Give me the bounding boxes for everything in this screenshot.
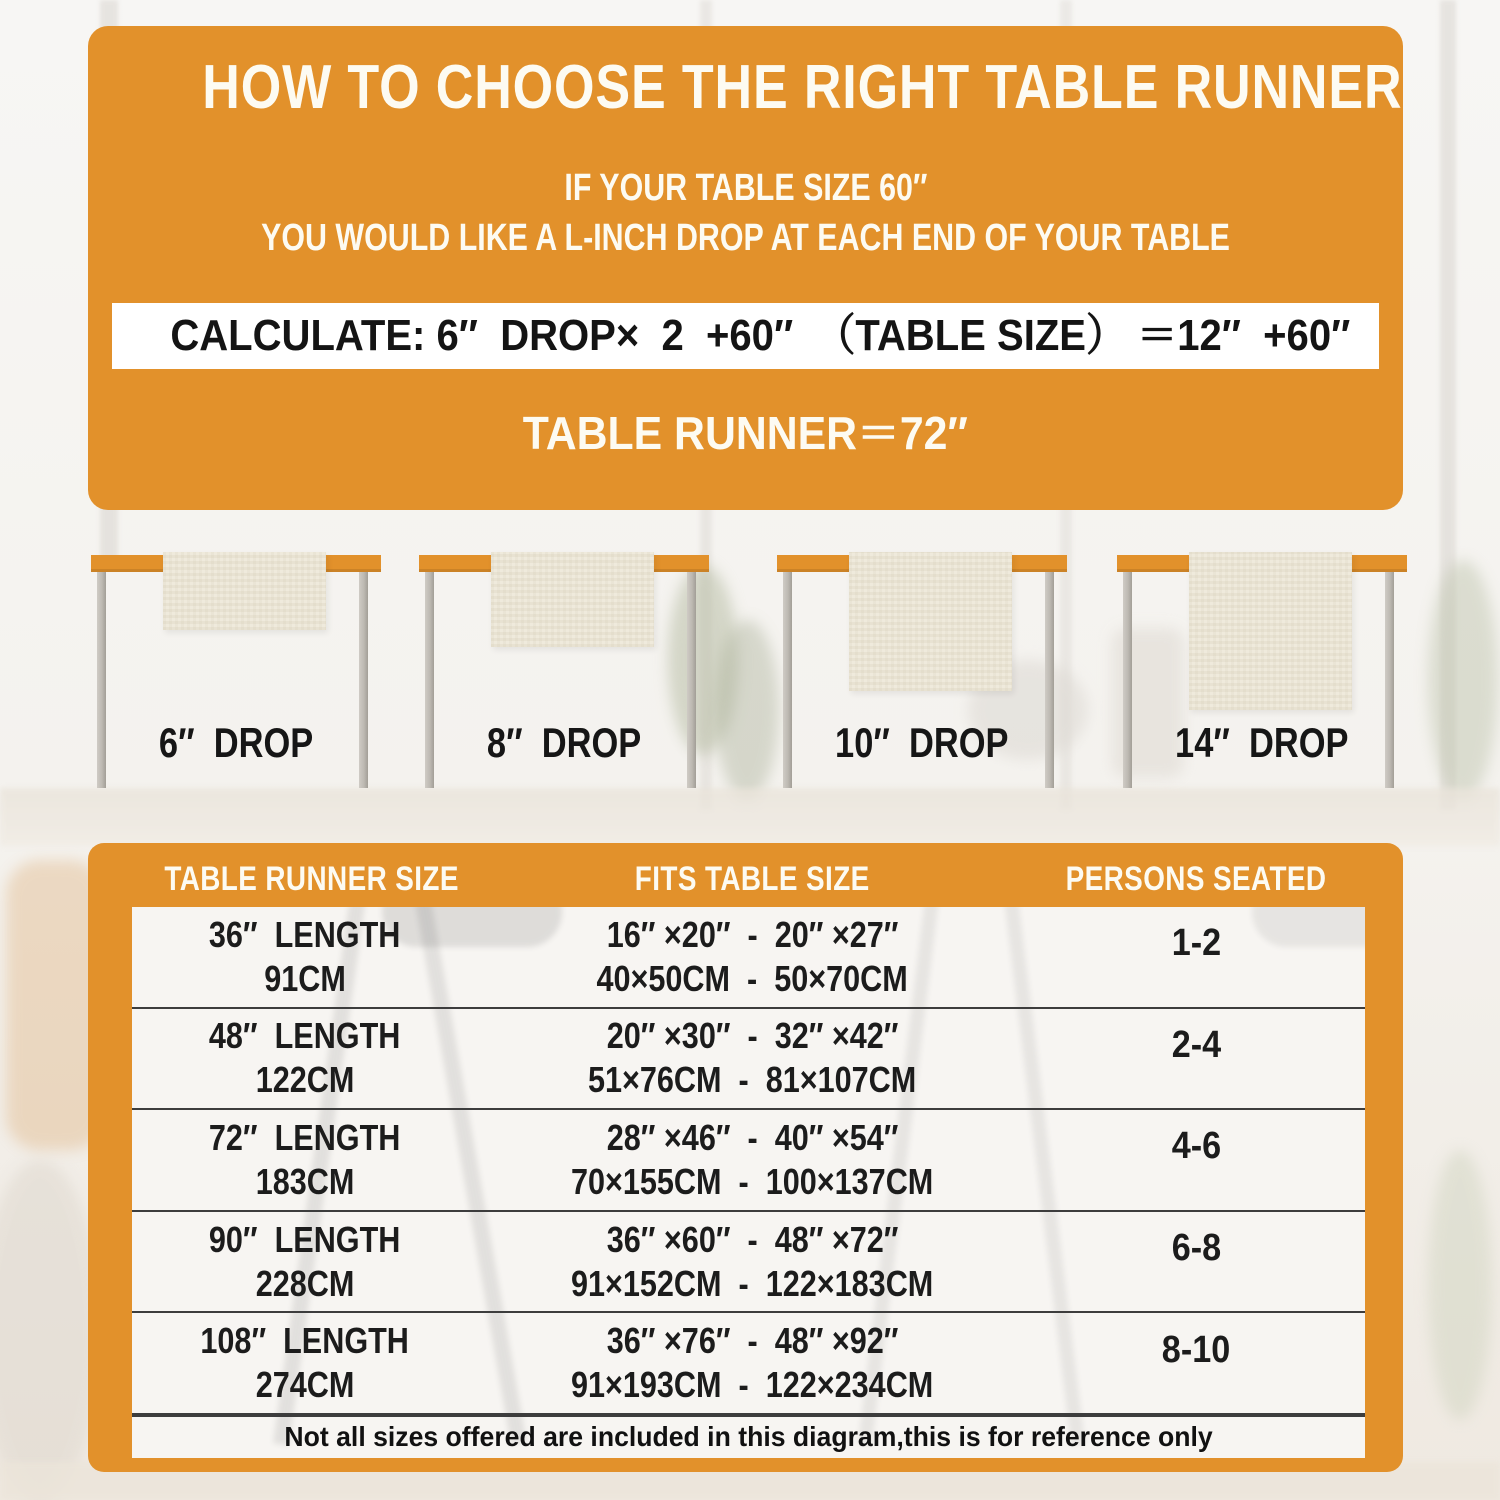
drop-label-text: 14″ DROP — [1175, 719, 1349, 766]
runner-length-inches: 90″ LENGTH — [208, 1218, 401, 1260]
bg-plant — [1428, 1150, 1492, 1420]
drop-label-text: 10″ DROP — [835, 719, 1009, 766]
drop-label-text: 8″ DROP — [486, 719, 642, 766]
fits-size-cm: 91×193CM - 122×234CM — [571, 1364, 934, 1406]
fits-table-size-cell — [477, 913, 1027, 1001]
runner-length-cm: 228CM — [255, 1262, 354, 1304]
table-illustration-10in — [777, 541, 1067, 799]
table-runner-swatch — [849, 552, 1012, 691]
table-illustration-6in — [91, 541, 381, 799]
persons-seated-cell — [1027, 1023, 1365, 1080]
runner-size-cell — [132, 1218, 477, 1306]
fits-size-inches: 36″ ×60″ - 48″ ×72″ — [606, 1218, 899, 1260]
size-row — [132, 1212, 1365, 1314]
size-row — [132, 1313, 1365, 1415]
runner-length-cm: 122CM — [255, 1059, 354, 1101]
table-runner-swatch — [491, 552, 654, 647]
subtitle-line-2 — [88, 216, 1403, 260]
size-chart-header — [132, 857, 1365, 901]
runner-length-cm: 274CM — [255, 1364, 354, 1406]
persons-seated-value: 4-6 — [1171, 1125, 1221, 1168]
runner-size-cell — [132, 1014, 477, 1102]
table-runner-swatch — [1189, 552, 1352, 710]
size-chart-panel — [88, 843, 1403, 1472]
fits-table-size-cell — [477, 1116, 1027, 1204]
page-title-text: HOW TO CHOOSE THE RIGHT TABLE RUNNER — [202, 53, 1403, 122]
fits-size-inches: 28″ ×46″ - 40″ ×54″ — [606, 1116, 899, 1158]
column-header-persons-seated — [1027, 860, 1365, 899]
header-banner — [88, 26, 1403, 510]
calculation-text: CALCULATE: 6″ DROP× 2 +60″ （TABLE SIZE） ＝12″ +60″ — [170, 311, 1351, 360]
size-chart-table — [132, 907, 1365, 1458]
calculation-result — [88, 408, 1403, 458]
runner-length-inches: 72″ LENGTH — [208, 1116, 401, 1158]
subtitle-line-1-text: IF YOUR TABLE SIZE 60″ — [563, 167, 928, 209]
fits-size-inches: 20″ ×30″ - 32″ ×42″ — [606, 1015, 899, 1057]
runner-length-inches: 48″ LENGTH — [208, 1015, 401, 1057]
calculation-bar — [112, 303, 1379, 369]
runner-length-inches: 36″ LENGTH — [208, 913, 401, 955]
drop-label — [419, 719, 709, 767]
subtitle-line-2-text: YOU WOULD LIKE A L-INCH DROP AT EACH END OF YOUR TABLE — [261, 217, 1230, 259]
column-header-fits-table-size — [477, 860, 1027, 899]
size-row — [132, 1110, 1365, 1212]
column-header-text: FITS TABLE SIZE — [634, 859, 870, 898]
persons-seated-cell — [1027, 1328, 1365, 1385]
drop-label — [777, 719, 1067, 767]
drop-label — [1117, 719, 1407, 767]
persons-seated-cell — [1027, 1125, 1365, 1181]
size-row — [132, 1009, 1365, 1111]
footnote — [132, 1415, 1365, 1458]
persons-seated-cell — [1027, 922, 1365, 978]
table-illustration-8in — [419, 541, 709, 799]
fits-size-cm: 40×50CM - 50×70CM — [596, 957, 908, 999]
runner-size-cell — [132, 913, 477, 1001]
runner-length-cm: 183CM — [255, 1160, 354, 1202]
footnote-text: Not all sizes offered are included in this diagram,this is for reference only — [284, 1420, 1213, 1452]
table-runner-swatch — [163, 552, 326, 630]
fits-size-cm: 91×152CM - 122×183CM — [571, 1262, 934, 1304]
column-header-text: PERSONS SEATED — [1065, 859, 1327, 898]
subtitle-line-1 — [88, 166, 1403, 210]
fits-table-size-cell — [477, 1014, 1027, 1102]
drop-label-text: 6″ DROP — [158, 719, 314, 766]
runner-length-inches: 108″ LENGTH — [200, 1320, 409, 1362]
runner-size-cell — [132, 1116, 477, 1204]
fits-size-inches: 36″ ×76″ - 48″ ×92″ — [606, 1320, 899, 1362]
drop-label — [91, 719, 381, 767]
column-header-runner-size — [132, 860, 477, 899]
column-header-text: TABLE RUNNER SIZE — [164, 859, 459, 898]
persons-seated-cell — [1027, 1227, 1365, 1283]
persons-seated-value: 6-8 — [1171, 1227, 1221, 1270]
fits-size-cm: 51×76CM - 81×107CM — [588, 1059, 917, 1101]
runner-size-cell — [132, 1319, 477, 1407]
runner-length-cm: 91CM — [263, 957, 346, 999]
table-illustration-14in — [1117, 541, 1407, 799]
persons-seated-value: 2-4 — [1171, 1023, 1221, 1066]
bg-floor-shadow — [0, 1160, 100, 1500]
calculation-result-text: TABLE RUNNER＝72″ — [522, 407, 969, 459]
drop-illustrations — [0, 541, 1500, 799]
persons-seated-value: 1-2 — [1171, 922, 1221, 965]
size-row — [132, 907, 1365, 1009]
fits-table-size-cell — [477, 1319, 1027, 1407]
fits-size-inches: 16″ ×20″ - 20″ ×27″ — [606, 913, 899, 955]
fits-table-size-cell — [477, 1218, 1027, 1306]
persons-seated-value: 8-10 — [1161, 1328, 1231, 1371]
page-title — [88, 53, 1403, 122]
fits-size-cm: 70×155CM - 100×137CM — [571, 1160, 934, 1202]
